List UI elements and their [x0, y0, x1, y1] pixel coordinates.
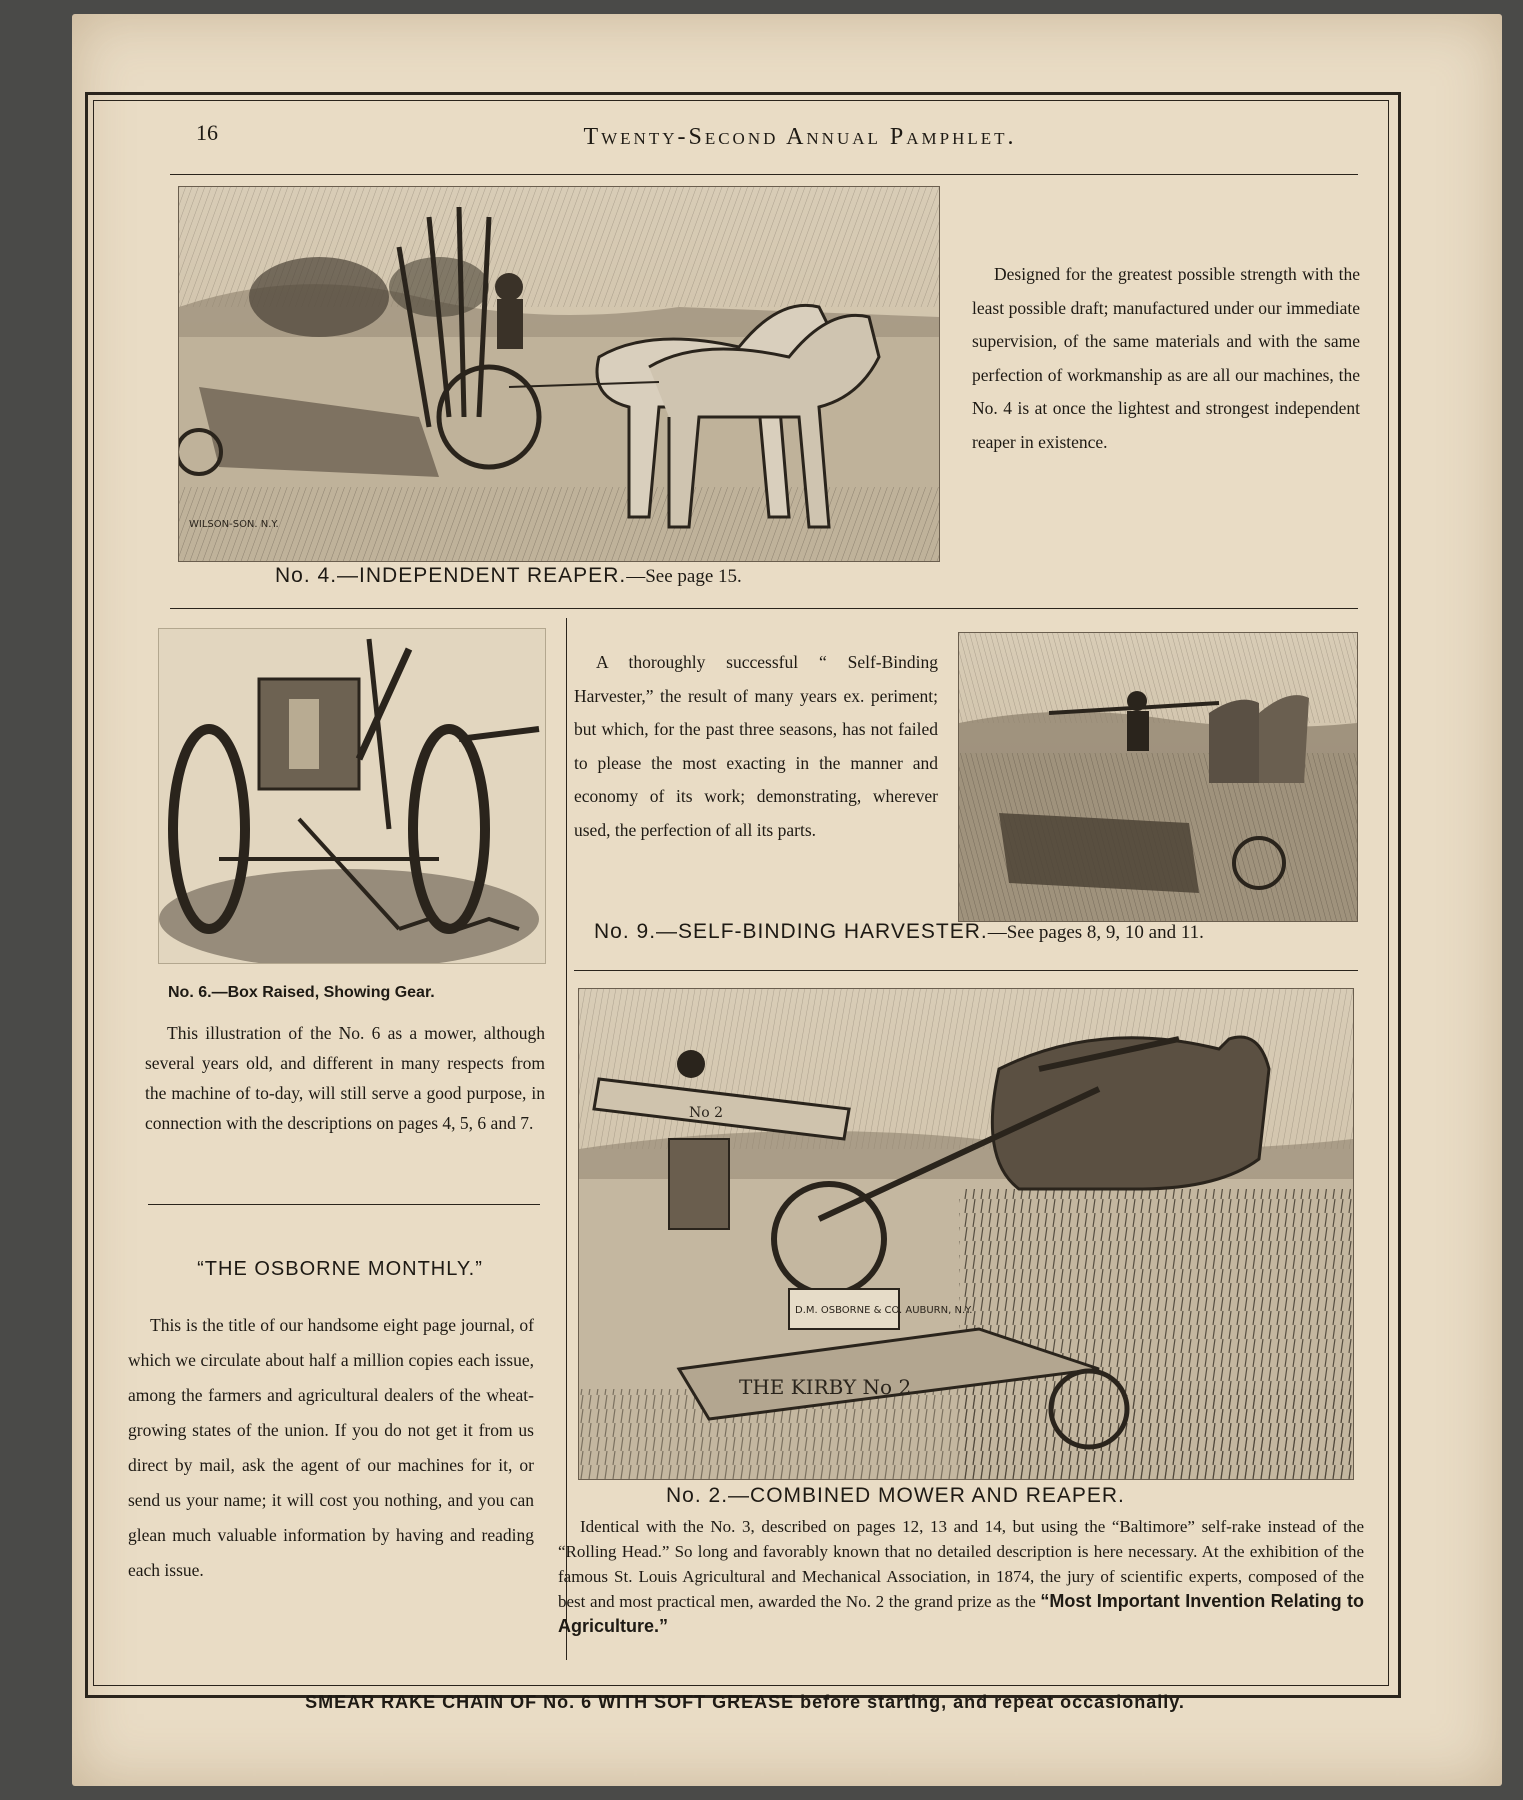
- header-rule: [170, 174, 1358, 175]
- kirby-label: THE KIRBY No 2: [739, 1375, 912, 1399]
- engraving-independent-reaper: [178, 186, 940, 562]
- engraving-combined-mower-reaper: [578, 988, 1354, 1480]
- column-divider: [566, 618, 567, 1660]
- description-independent-reaper: Designed for the greatest possible strength with the least possible draft; manufactured under our immediate supervision, of the same materials and with the same perfection of workmanship as are all our machines, the No. 4 is at once the lightest and strongest independent reaper in existence.: [972, 264, 1360, 452]
- maker-label: D.M. OSBORNE & CO. AUBURN, N.Y.: [795, 1305, 973, 1316]
- description-osborne-monthly: This is the title of our handsome eight page journal, of which we circulate about half a million copies each issue, among the farmers and agricultural dealers of the wheat-growing states of the union. If you do not get it from us direct by mail, ask the agent of our machines for it, or send us your name; it will cost you nothing, and you can glean much valuable information by having and reading each issue.: [128, 1315, 534, 1580]
- footer-rest: before starting, and repeat occasionally.: [794, 1692, 1185, 1712]
- caption-independent-reaper: [275, 564, 742, 588]
- caption-combined-mower-reaper: No. 2.—COMBINED MOWER AND REAPER.: [666, 1484, 1125, 1507]
- section-rule-left: [148, 1204, 540, 1205]
- description-no9: A thoroughly successful “ Self-Binding Harvester,” the result of many years ex. periment; but which, for the past three seasons, has not failed to please the most exacting in the manner and economy of its work; demonstrating, wherever used, the perfection of all its parts.: [574, 652, 938, 840]
- caption-page-ref: —See page 15.: [626, 566, 742, 587]
- engraving-self-binding-harvester: [958, 632, 1358, 922]
- page-number: 16: [196, 120, 218, 145]
- caption-self-binding-harvester: [594, 920, 1204, 944]
- description-no2: [558, 1514, 1364, 1639]
- running-head: Twenty-Second Annual Pamphlet.: [583, 124, 1017, 150]
- footer-instruction: [190, 1692, 1300, 1713]
- section-rule-1: [170, 608, 1358, 609]
- engraver-mark: WILSON-SON. N.Y.: [189, 519, 279, 530]
- caption-main: No. 4.—INDEPENDENT REAPER.: [275, 564, 627, 587]
- footer-emphasis: SMEAR RAKE CHAIN OF No. 6 WITH SOFT GREASE: [305, 1692, 795, 1712]
- rake-label: No 2: [689, 1105, 724, 1121]
- caption-box-raised-gear: No. 6.—Box Raised, Showing Gear.: [168, 984, 435, 1001]
- caption-page-ref: —See pages 8, 9, 10 and 11.: [987, 922, 1204, 943]
- description-no6: This illustration of the No. 6 as a mower, although several years old, and different in many respects from the machine of to-day, will still serve a good purpose, in connection with the descriptions on pages 4, 5, 6 and 7.: [145, 1023, 545, 1133]
- description-no2-text: Identical with the No. 3, described on pages 12, 13 and 14, but using the “Baltimore” self-rake instead of the “Rolling Head.” So long and favorably known that no detailed description is here necessary. At the exhibition of the famous St. Louis Agricultural and Mechanical Association, in 1874, the jury of scientific experts, composed of the best and most practical men, awarded the No. 2 the grand prize as the: [558, 1517, 1364, 1611]
- caption-main: No. 9.—SELF-BINDING HARVESTER.: [594, 920, 988, 943]
- engraving-box-raised-gear: [158, 628, 546, 964]
- heading-osborne-monthly: “THE OSBORNE MONTHLY.”: [197, 1258, 483, 1280]
- description-no2-emphasis: “Most Important Invention Relating to Agriculture.”: [558, 1591, 1364, 1636]
- section-rule-right: [574, 970, 1358, 971]
